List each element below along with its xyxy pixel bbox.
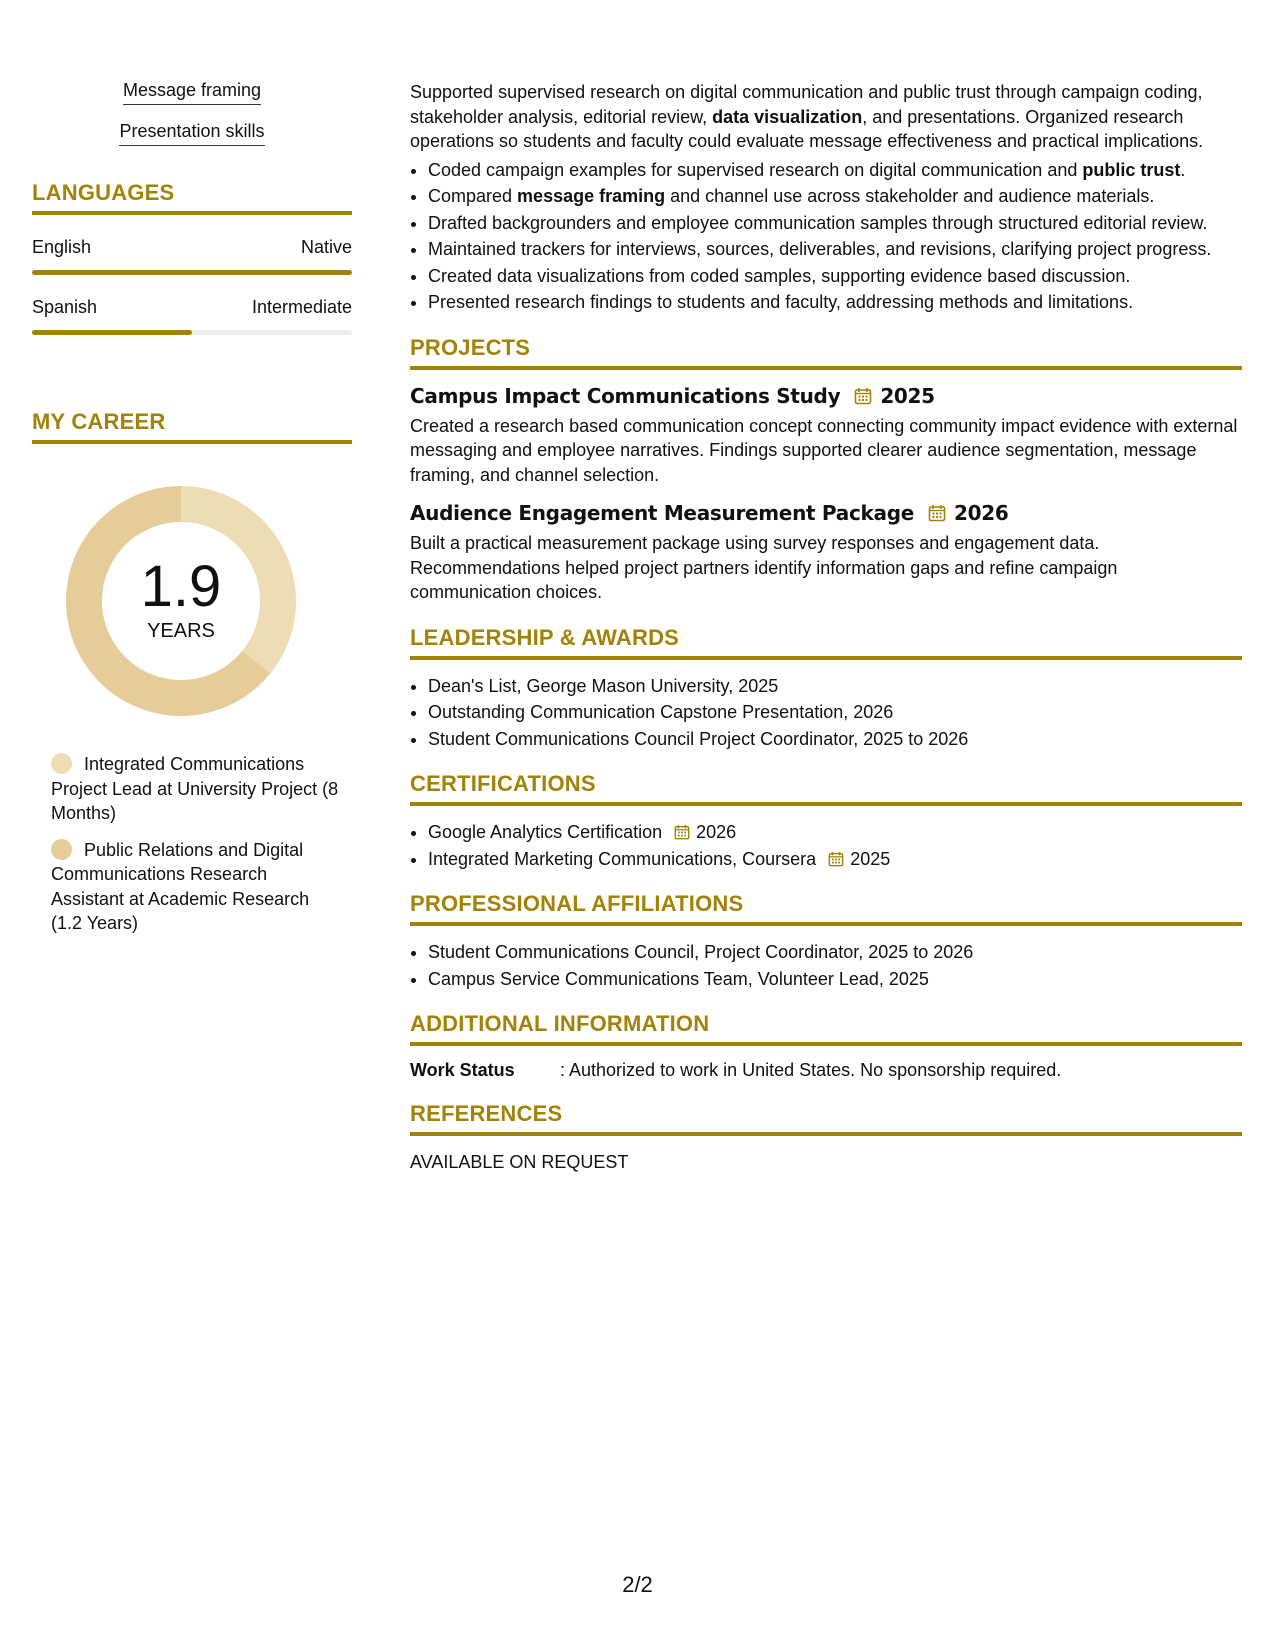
list-item: • Maintained trackers for interviews, sources, deliverables, and revisions, clarifying project progress. xyxy=(428,237,1242,262)
certifications-heading: CERTIFICATIONS xyxy=(410,771,1242,806)
language-bar-fill xyxy=(32,330,192,335)
bullet-text: and channel use across stakeholder and audience materials. xyxy=(665,186,1155,206)
project-name: Campus Impact Communications Study xyxy=(410,383,841,408)
list-item: • Created data visualizations from coded samples, supporting evidence based discussion. xyxy=(428,264,1242,289)
language-bar-fill xyxy=(32,270,352,275)
career-legend-label: Public Relations and Digital Communications Research Assistant at Academic Research (1.2 Years) xyxy=(51,839,310,933)
list-item xyxy=(428,158,1242,183)
bullet-bold-text: public trust xyxy=(1082,159,1181,180)
project-item xyxy=(410,384,1242,488)
work-status-label: Work Status xyxy=(410,1060,515,1080)
project-name: Audience Engagement Measurement Package xyxy=(410,501,914,525)
career-heading: MY CAREER xyxy=(32,409,352,444)
language-level: Intermediate xyxy=(251,297,352,317)
certification-year: 2025 xyxy=(850,848,891,869)
experience-bullets xyxy=(410,158,1242,315)
right-column xyxy=(410,80,1242,1175)
calendar-icon xyxy=(674,824,690,840)
bullet-text: . xyxy=(1180,159,1186,180)
project-item xyxy=(410,501,1242,605)
affiliations-heading: PROFESSIONAL AFFILIATIONS xyxy=(410,891,1242,926)
list-item: • Student Communications Council, Project Coordinator, 2025 to 2026 xyxy=(428,940,1242,965)
career-total-unit: YEARS xyxy=(147,620,215,642)
affiliations-list xyxy=(410,940,1242,991)
skill-tag: Presentation skills xyxy=(119,121,264,146)
certification-year: 2026 xyxy=(696,822,737,842)
summary-bold-text: data visualization xyxy=(712,106,863,127)
list-item: • Dean's List, George Mason University, 2025 xyxy=(428,674,1242,699)
career-legend-item xyxy=(51,752,341,826)
list-item: • Outstanding Communication Capstone Presentation, 2026 xyxy=(428,700,1242,725)
project-description: Built a practical measurement package using survey responses and engagement data. Recommendations helped project partners identify information gaps and refine campaign communication choices. xyxy=(410,533,1118,602)
skill-tag: Message framing xyxy=(123,80,261,105)
page-number: 2/2 xyxy=(622,1572,653,1597)
language-name: Spanish xyxy=(32,297,98,317)
career-legend xyxy=(51,752,341,936)
summary-text: Supported supervised research on digital communication and public trust through campaign coding, stakeholder analysis, editorial review, xyxy=(410,82,1203,127)
legend-dot xyxy=(51,753,72,774)
additional-heading: ADDITIONAL INFORMATION xyxy=(410,1011,1242,1046)
certification-name: Google Analytics Certification xyxy=(428,822,663,842)
project-year: 2026 xyxy=(953,501,1009,525)
work-status-value: : Authorized to work in United States. No sponsorship required. xyxy=(560,1060,1062,1080)
language-item xyxy=(32,237,352,275)
leadership-heading: LEADERSHIP & AWARDS xyxy=(410,625,1242,660)
projects-heading: PROJECTS xyxy=(410,335,1242,370)
bullet-text: Compared xyxy=(428,186,518,206)
project-description: Created a research based communication concept connecting community impact evidence with external messaging and employee narratives. Findings supported clearer audience segmentation, message framing, and channel selection. xyxy=(410,415,1238,485)
career-legend-label: Integrated Communications Project Lead at University Project (8 Months) xyxy=(51,754,339,823)
language-level: Native xyxy=(300,237,352,257)
calendar-icon xyxy=(928,504,946,522)
project-year: 2025 xyxy=(880,383,935,408)
calendar-icon xyxy=(828,851,844,867)
languages-heading: LANGUAGES xyxy=(32,180,352,215)
references-heading: REFERENCES xyxy=(410,1101,1242,1136)
list-item: • Presented research findings to students and faculty, addressing methods and limitations. xyxy=(428,290,1242,315)
certification-name: Integrated Marketing Communications, Coursera xyxy=(428,848,817,869)
language-bar xyxy=(32,330,352,335)
summary-text: , and presentations. Organized research operations so students and faculty could evaluate message effectiveness and practical implications. xyxy=(410,106,1204,151)
career-total xyxy=(66,556,296,643)
language-item xyxy=(32,297,352,335)
list-item xyxy=(428,820,1242,845)
list-item: • Student Communications Council Project Coordinator, 2025 to 2026 xyxy=(428,727,1242,752)
language-bar xyxy=(32,270,352,275)
list-item xyxy=(428,184,1242,209)
bullet-text: Coded campaign examples for supervised research on digital communication and xyxy=(428,159,1083,180)
career-legend-item xyxy=(51,838,341,936)
left-column xyxy=(32,80,352,948)
bullet-bold-text: message framing xyxy=(517,186,666,206)
language-name: English xyxy=(32,237,92,257)
legend-dot xyxy=(51,839,72,860)
experience-summary xyxy=(410,80,1242,154)
work-status-row xyxy=(410,1060,1242,1081)
references-text: AVAILABLE ON REQUEST xyxy=(410,1152,629,1172)
list-item xyxy=(428,847,1242,872)
list-item: • Drafted backgrounders and employee communication samples through structured editorial review. xyxy=(428,211,1242,236)
career-total-value: 1.9 xyxy=(140,554,222,619)
certifications-list xyxy=(410,820,1242,871)
calendar-icon xyxy=(854,387,872,405)
leadership-list xyxy=(410,674,1242,752)
career-donut xyxy=(66,486,296,716)
list-item: • Campus Service Communications Team, Volunteer Lead, 2025 xyxy=(428,967,1242,992)
